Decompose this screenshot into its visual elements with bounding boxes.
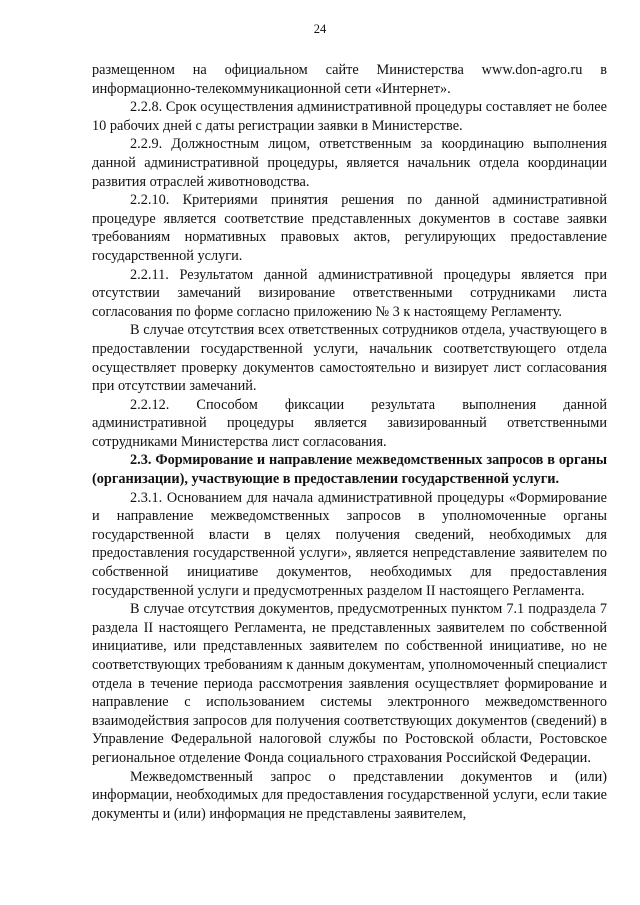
paragraph-2-2-12: 2.2.12. Способом фиксации результата выполнения данной административной процедуры является завизированный ответственными сотрудниками Министерства лист согласования. — [92, 396, 607, 450]
paragraph-absence-of-documents: В случае отсутствия документов, предусмотренных пунктом 7.1 подраздела 7 раздела II настоящего Регламента, не представленных заявителем по собственной инициативе, или представленных заявителем по собственной инициативе, но не соответствующих требованиям к данным документам, уполномоченный специалист отдела в течение периода рассмотрения заявления осуществляет формирование и направление с использованием системы электронного межведомственного взаимодействия запросов для получения соответствующих документов (сведений) в Управление Федеральной налоговой службы по Ростовской области, Ростовское региональное отделение Фонда социального страхования Российской Федерации. — [92, 601, 607, 766]
paragraph-2-2-11: 2.2.11. Результатом данной административной процедуры является при отсутствии замечаний визирование ответственными сотрудниками листа согласования по форме согласно приложению № 3 к настоящему Регламенту. — [92, 266, 607, 320]
section-heading-2-3: 2.3. Формирование и направление межведомственных запросов в органы (организации), участвующие в предоставлении государственной услуги. — [92, 452, 607, 488]
paragraph-2-2-10: 2.2.10. Критериями принятия решения по данной административной процедуре является соответствие представленных документов в составе заявки требованиям нормативных правовых актов, регулирующих предоставление государственной услуги. — [92, 192, 607, 264]
paragraph-interagency-request: Межведомственный запрос о представлении документов и (или) информации, необходимых для предоставления государственной услуги, если такие документы и (или) информация не представлены заявителем, — [92, 768, 607, 822]
paragraph-continuation: размещенном на официальном сайте Министерства www.don-agro.ru в информационно-телекоммуникационной сети «Интернет». — [92, 62, 607, 97]
page-number: 24 — [313, 22, 327, 36]
paragraph-2-2-8: 2.2.8. Срок осуществления административной процедуры составляет не более 10 рабочих дней с даты регистрации заявки в Министерстве. — [92, 99, 607, 134]
paragraph-2-2-9: 2.2.9. Должностным лицом, ответственным за координацию выполнения данной административной процедуры, является начальник отдела координации развития отраслей животноводства. — [92, 136, 607, 190]
page-content — [92, 61, 607, 823]
paragraph-absence-of-staff: В случае отсутствия всех ответственных сотрудников отдела, участвующего в предоставлении государственной услуги, начальник соответствующего отдела осуществляет проверку документов самостоятельно и визирует лист согласования при отсутствии замечаний. — [92, 322, 607, 395]
paragraph-2-3-1: 2.3.1. Основанием для начала административной процедуры «Формирование и направление межведомственных запросов в уполномоченные органы государственной власти в целях получения сведений, необходимых для предоставления государственной услуги», является непредставление заявителем по собственной инициативе документов, необходимых для предоставления государственной услуги и предусмотренных разделом II настоящего Регламента. — [92, 489, 607, 599]
